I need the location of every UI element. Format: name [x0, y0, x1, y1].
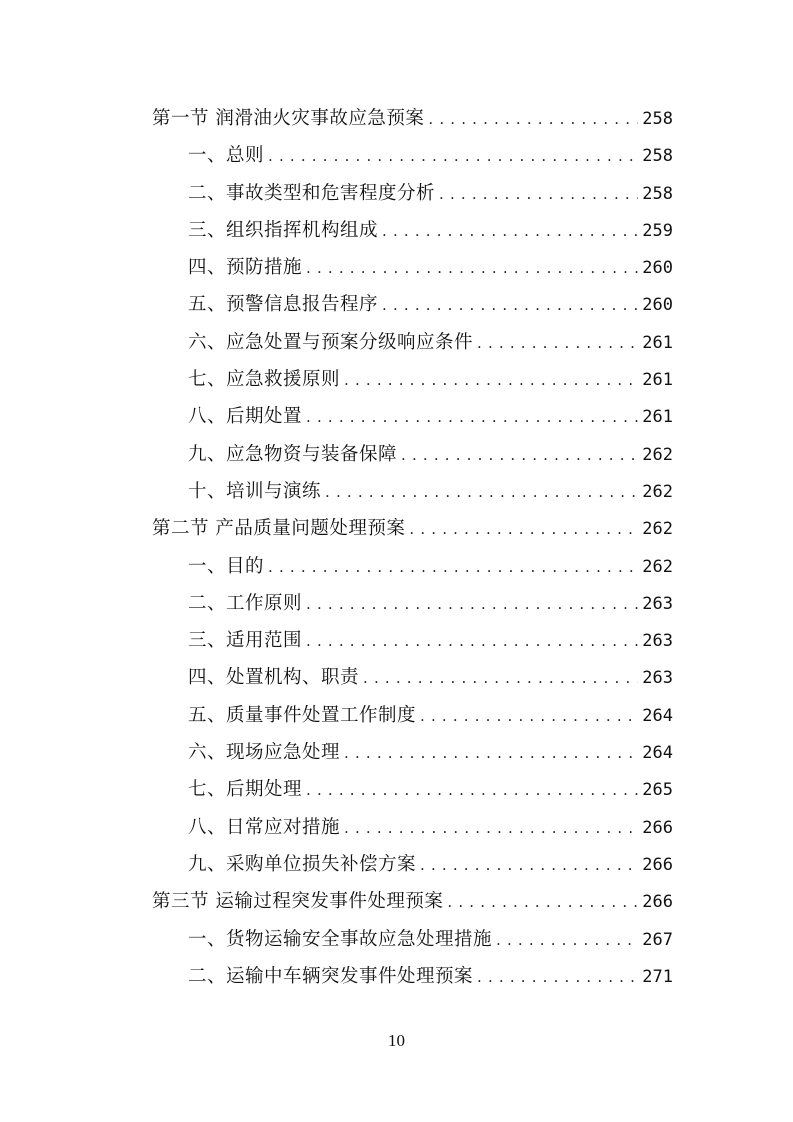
- dot-leader: [477, 331, 638, 355]
- dot-leader: [477, 965, 638, 989]
- toc-entry-page: 266: [642, 817, 673, 838]
- table-of-contents: [0, 100, 793, 995]
- toc-entry-title: 二、事故类型和危害程度分析: [188, 182, 436, 204]
- toc-entry[interactable]: [0, 175, 793, 212]
- toc-entry-page: 267: [642, 929, 673, 950]
- dot-leader: [496, 928, 638, 952]
- toc-entry[interactable]: [0, 510, 793, 547]
- toc-entry-page: 262: [642, 556, 673, 577]
- toc-entry[interactable]: [0, 883, 793, 920]
- toc-entry-page: 260: [642, 258, 673, 279]
- toc-entry-page: 263: [642, 631, 673, 652]
- toc-entry-page: 264: [642, 705, 673, 726]
- dot-leader: [268, 555, 638, 579]
- toc-entry-page: 261: [642, 407, 673, 428]
- toc-entry-title: 三、组织指挥机构组成: [188, 219, 379, 241]
- toc-entry-title: 八、后期处置: [188, 406, 303, 428]
- toc-entry[interactable]: [0, 137, 793, 174]
- toc-entry-page: 261: [642, 332, 673, 353]
- toc-entry[interactable]: [0, 734, 793, 771]
- toc-entry[interactable]: [0, 473, 793, 510]
- toc-entry[interactable]: [0, 958, 793, 995]
- toc-entry[interactable]: [0, 286, 793, 323]
- toc-entry-title: 一、货物运输安全事故应急处理措施: [188, 928, 493, 950]
- toc-entry[interactable]: [0, 361, 793, 398]
- dot-leader: [447, 890, 638, 914]
- toc-entry[interactable]: [0, 398, 793, 435]
- toc-entry-title: 十、培训与演练: [188, 480, 322, 502]
- toc-entry-title: 四、处置机构、职责: [188, 667, 360, 689]
- toc-entry-title: 一、总则: [188, 145, 265, 167]
- toc-entry[interactable]: [0, 809, 793, 846]
- toc-entry[interactable]: [0, 324, 793, 361]
- dot-leader: [382, 293, 638, 317]
- toc-entry-page: 262: [642, 519, 673, 540]
- toc-entry-title: 九、采购单位损失补偿方案: [188, 853, 417, 875]
- toc-entry-page: 262: [642, 481, 673, 502]
- toc-entry-page: 263: [642, 593, 673, 614]
- dot-leader: [306, 592, 638, 616]
- toc-entry[interactable]: [0, 212, 793, 249]
- toc-entry-page: 265: [642, 780, 673, 801]
- toc-entry-title: 第三节 运输过程突发事件处理预案: [152, 891, 444, 913]
- toc-entry-page: 264: [642, 743, 673, 764]
- toc-entry-title: 六、现场应急处理: [188, 742, 341, 764]
- page-number: 10: [388, 1031, 405, 1050]
- toc-entry-title: 七、后期处理: [188, 779, 303, 801]
- dot-leader: [344, 741, 638, 765]
- dot-leader: [420, 853, 638, 877]
- dot-leader: [306, 256, 638, 280]
- dot-leader: [344, 816, 638, 840]
- toc-entry-page: 266: [642, 892, 673, 913]
- toc-entry-title: 八、日常应对措施: [188, 816, 341, 838]
- toc-entry-title: 九、应急物资与装备保障: [188, 443, 398, 465]
- toc-entry-title: 第二节 产品质量问题处理预案: [152, 518, 406, 540]
- toc-entry-page: 258: [642, 109, 673, 129]
- dot-leader: [439, 182, 638, 206]
- toc-entry[interactable]: [0, 100, 793, 137]
- toc-entry-title: 七、应急救援原则: [188, 369, 341, 391]
- toc-entry-title: 六、应急处置与预案分级响应条件: [188, 331, 474, 353]
- dot-leader: [409, 517, 638, 541]
- toc-entry-page: 262: [642, 444, 673, 465]
- dot-leader: [306, 778, 638, 802]
- toc-entry-page: 260: [642, 295, 673, 316]
- dot-leader: [268, 144, 638, 168]
- toc-entry-page: 258: [642, 146, 673, 167]
- toc-entry[interactable]: [0, 697, 793, 734]
- toc-entry[interactable]: [0, 921, 793, 958]
- toc-entry-title: 第一节 润滑油火灾事故应急预案: [152, 108, 425, 129]
- toc-entry[interactable]: [0, 846, 793, 883]
- dot-leader: [344, 368, 638, 392]
- dot-leader: [325, 480, 638, 504]
- dot-leader: [363, 666, 638, 690]
- toc-entry-title: 五、质量事件处置工作制度: [188, 704, 417, 726]
- toc-entry-page: 261: [642, 370, 673, 391]
- toc-entry-page: 271: [642, 966, 673, 987]
- toc-entry-title: 四、预防措施: [188, 257, 303, 279]
- toc-entry[interactable]: [0, 548, 793, 585]
- toc-entry-title: 二、运输中车辆突发事件处理预案: [188, 965, 474, 987]
- dot-leader: [306, 405, 638, 429]
- toc-entry[interactable]: [0, 249, 793, 286]
- toc-entry[interactable]: [0, 771, 793, 808]
- toc-entry-page: 263: [642, 668, 673, 689]
- dot-leader: [420, 704, 638, 728]
- dot-leader: [382, 219, 638, 243]
- toc-entry-page: 266: [642, 854, 673, 875]
- toc-entry[interactable]: [0, 436, 793, 473]
- toc-entry[interactable]: [0, 622, 793, 659]
- dot-leader: [306, 629, 638, 653]
- toc-entry[interactable]: [0, 585, 793, 622]
- toc-entry[interactable]: [0, 659, 793, 696]
- toc-entry-title: 一、目的: [188, 555, 265, 577]
- toc-entry-page: 258: [642, 183, 673, 204]
- toc-entry-page: 259: [642, 220, 673, 241]
- toc-entry-title: 三、适用范围: [188, 630, 303, 652]
- dot-leader: [428, 107, 638, 131]
- toc-entry-title: 五、预警信息报告程序: [188, 294, 379, 316]
- toc-entry-title: 二、工作原则: [188, 592, 303, 614]
- dot-leader: [401, 443, 638, 467]
